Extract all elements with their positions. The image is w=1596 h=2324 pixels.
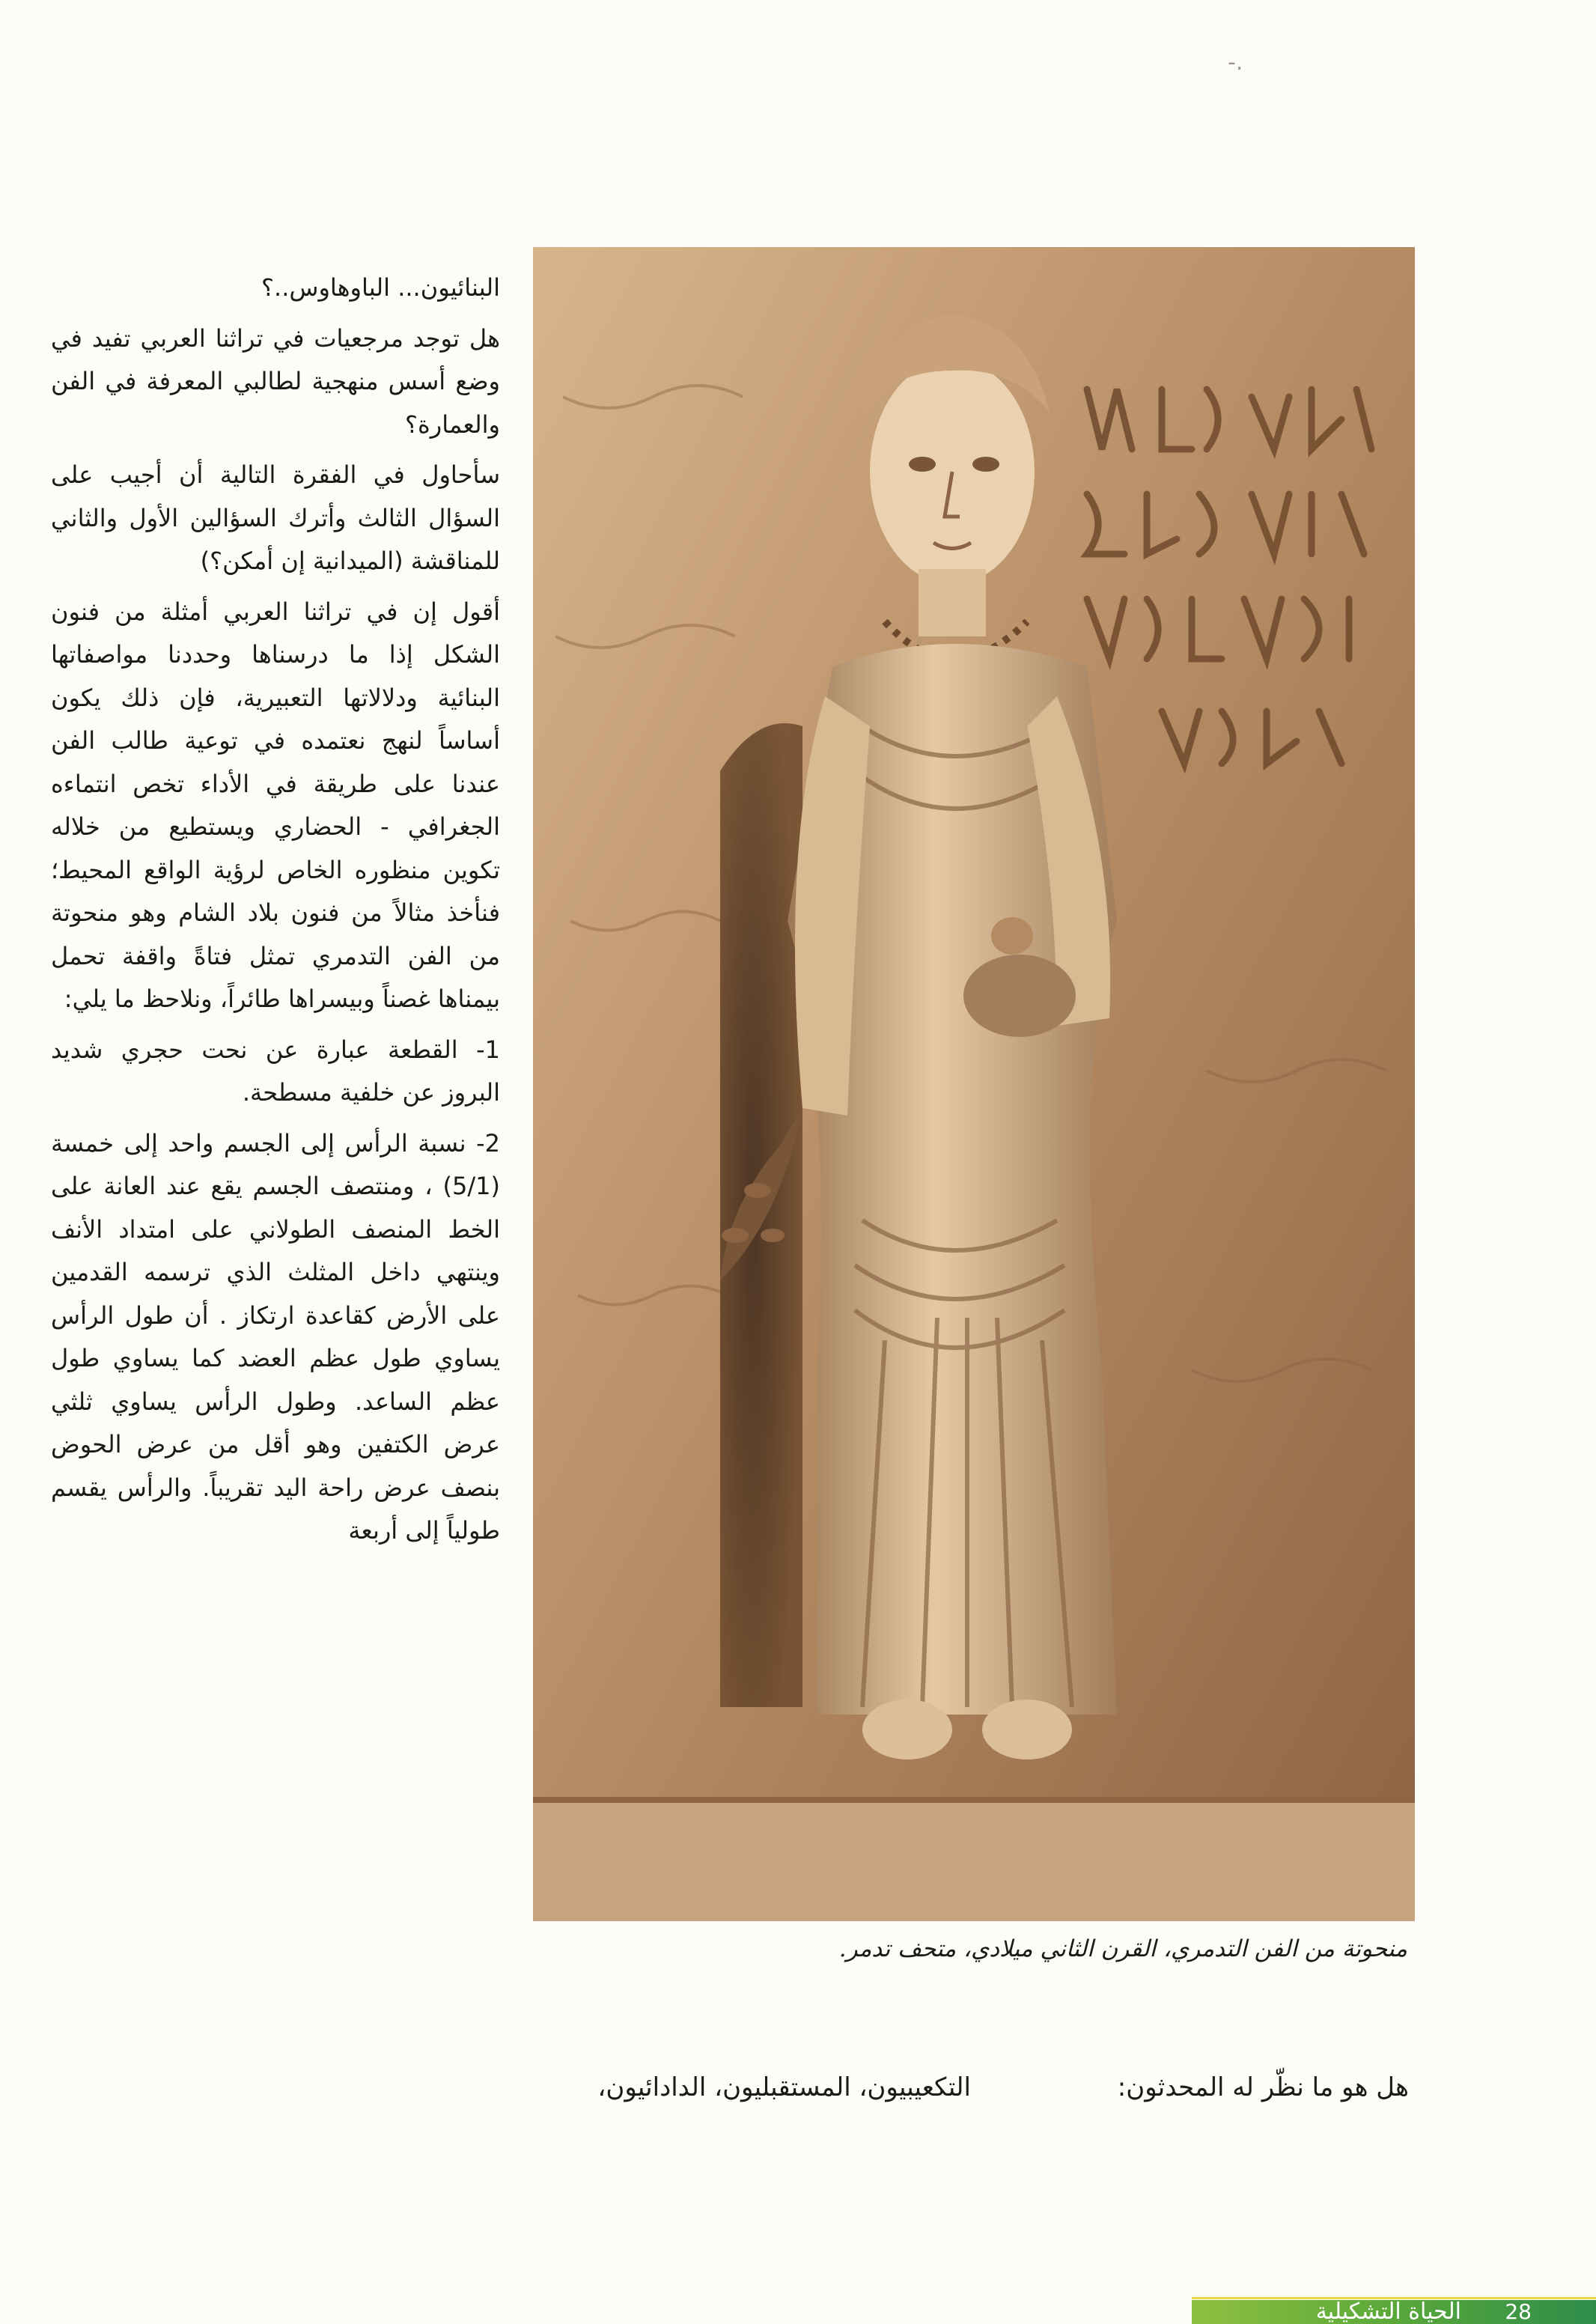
footer-strip bbox=[1192, 2300, 1596, 2324]
article-paragraph: أقول إن في تراثنا العربي أمثلة من فنون الشكل إذا ما درسناها وحددنا مواصفاتها البنائية ودلالاتها التعبيرية، فإن ذلك يكون أساساً لنهج نعتمده في توعية طالب الفن عندنا على طريقة في الأداء تخص انتماءه الجغرافي - الحضاري ويستطيع من خلاله تكوين منظوره الخاص لرؤية الواقع المحيط؛ فنأخذ مثالاً من فنون بلاد الشام وهو منحوتة من الفن التدمري تمثل فتاةً واقفة تحمل بيمناها غصناً وبيسراها طائراً، ونلاحظ ما يلي: bbox=[51, 597, 500, 1013]
scan-mark: -. bbox=[1228, 49, 1243, 76]
magazine-name: الحياة التشكيلية bbox=[1315, 2300, 1461, 2324]
article-paragraph: البنائيون... الباوهاوس..؟ bbox=[261, 273, 500, 302]
question-list: التكعيبيون، المستقبليون، الدادائيون، bbox=[597, 2072, 971, 2102]
article-paragraph: سأحاول في الفقرة التالية أن أجيب على السؤال الثالث وأترك السؤالين الأول والثاني للمناقشة (الميدانية إن أمكن؟) bbox=[51, 460, 500, 575]
bottom-question bbox=[524, 2072, 1409, 2110]
footer-accent-line bbox=[1192, 2297, 1596, 2299]
article-paragraph: هل توجد مرجعيات في تراثنا العربي تفيد في وضع أسس منهجية لطالبي المعرفة في الفن والعمارة؟ bbox=[51, 323, 500, 439]
question-lead: هل هو ما نظّر له المحدثون: bbox=[1117, 2072, 1409, 2102]
sculpture-illustration bbox=[533, 247, 1415, 1921]
article-paragraph: 2- نسبة الرأس إلى الجسم واحد إلى خمسة (5/1) ، ومنتصف الجسم يقع عند العانة على الخط المنصف الطولاني على امتداد الأنف وينتهي داخل المثلث الذي ترسمه القدمين على الأرض كقاعدة ارتكاز . أن طول الرأس يساوي طول عظم العضد كما يساوي طول عظم الساعد. وطول الرأس يساوي ثلثي عرض الكتفين وهو أقل من عرض الحوض بنصف عرض راحة اليد تقريباً. والرأس يقسم طولياً إلى أربعة bbox=[51, 1128, 500, 1545]
page-number: 28 bbox=[1505, 2300, 1532, 2324]
figure-caption: منحوتة من الفن التدمري، القرن الثاني ميلادي، متحف تدمر. bbox=[838, 1935, 1407, 1962]
article-paragraph: 1- القطعة عبارة عن نحت حجري شديد البروز عن خلفية مسطحة. bbox=[51, 1035, 500, 1107]
article-body bbox=[51, 267, 500, 1560]
sculpture-photo bbox=[533, 247, 1415, 1921]
